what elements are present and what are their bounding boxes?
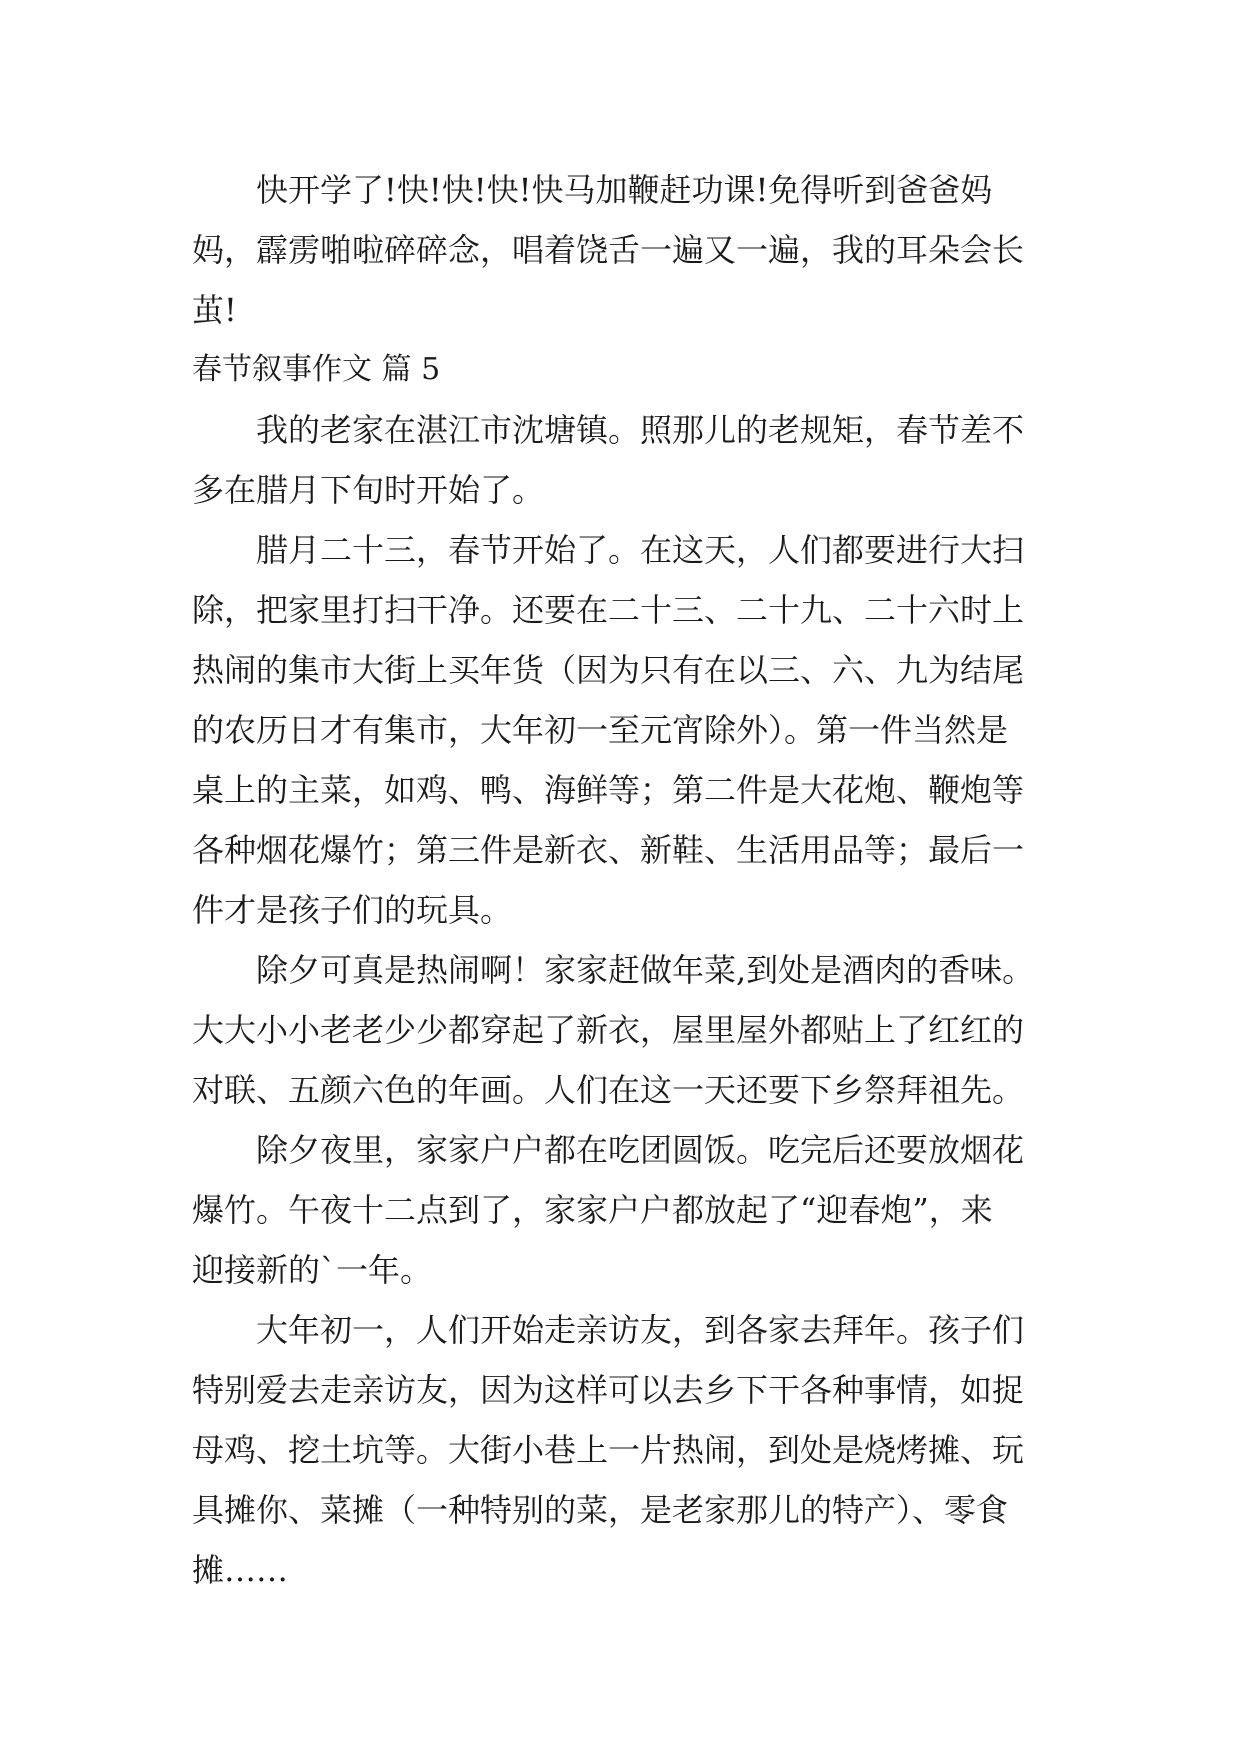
text-line: 大大小小老老少少都穿起了新衣，屋里屋外都贴上了红红的 <box>192 1011 1025 1049</box>
document-body <box>192 160 1052 1600</box>
text-line: 热闹的集市大街上买年货（因为只有在以三、六、九为结尾 <box>192 651 1025 689</box>
paragraph <box>192 1300 1052 1600</box>
text-line: 腊月二十三，春节开始了。在这天，人们都要进行大扫 <box>256 531 1025 569</box>
text-line: 我的老家在湛江市沈塘镇。照那儿的老规矩，春节差不 <box>256 411 1025 449</box>
text-line: 桌上的主菜，如鸡、鸭、海鲜等；第二件是大花炮、鞭炮等 <box>192 771 1025 809</box>
paragraph <box>192 520 1052 940</box>
text-line: 摊…… <box>192 1551 289 1589</box>
text-line: 大年初一，人们开始走亲访友，到各家去拜年。孩子们 <box>256 1311 1025 1349</box>
text-line: 的农历日才有集市，大年初一至元宵除外）。第一件当然是 <box>192 711 1009 749</box>
text-line: 各种烟花爆竹；第三件是新衣、新鞋、生活用品等；最后一 <box>192 831 1025 869</box>
text-line: 多在腊月下旬时开始了。 <box>192 471 545 509</box>
text-line: 妈，霹雳啪啦碎碎念，唱着饶舌一遍又一遍，我的耳朵会长 <box>192 231 1025 269</box>
paragraph <box>192 160 1052 340</box>
text-line: 特别爱去走亲访友，因为这样可以去乡下干各种事情，如捉 <box>192 1371 1025 1409</box>
text-line: 除夕夜里，家家户户都在吃团圆饭。吃完后还要放烟花 <box>256 1131 1025 1169</box>
text-line: 迎接新的`一年。 <box>192 1251 433 1289</box>
heading-text: 春节叙事作文 篇 5 <box>192 352 441 387</box>
text-line: 快开学了!快!快!快!快马加鞭赶功课!免得听到爸爸妈 <box>256 171 993 209</box>
paragraph <box>192 940 1052 1120</box>
text-line: 对联、五颜六色的年画。人们在这一天还要下乡祭拜祖先。 <box>192 1071 1025 1109</box>
text-line: 具摊你、菜摊（一种特别的菜，是老家那儿的特产）、零食 <box>192 1491 1009 1529</box>
text-line: 除夕可真是热闹啊！家家赶做年菜,到处是酒肉的香味。 <box>256 951 1035 989</box>
text-line: 除，把家里打扫干净。还要在二十三、二十九、二十六时上 <box>192 591 1025 629</box>
text-line: 爆竹。午夜十二点到了，家家户户都放起了“迎春炮”，来 <box>192 1191 993 1229</box>
text-line: 茧! <box>192 291 237 329</box>
text-line: 母鸡、挖土坑等。大街小巷上一片热闹，到处是烧烤摊、玩 <box>192 1431 1025 1469</box>
paragraph <box>192 400 1052 520</box>
paragraph <box>192 1120 1052 1300</box>
text-line: 件才是孩子们的玩具。 <box>192 891 513 929</box>
section-heading <box>192 340 1052 400</box>
